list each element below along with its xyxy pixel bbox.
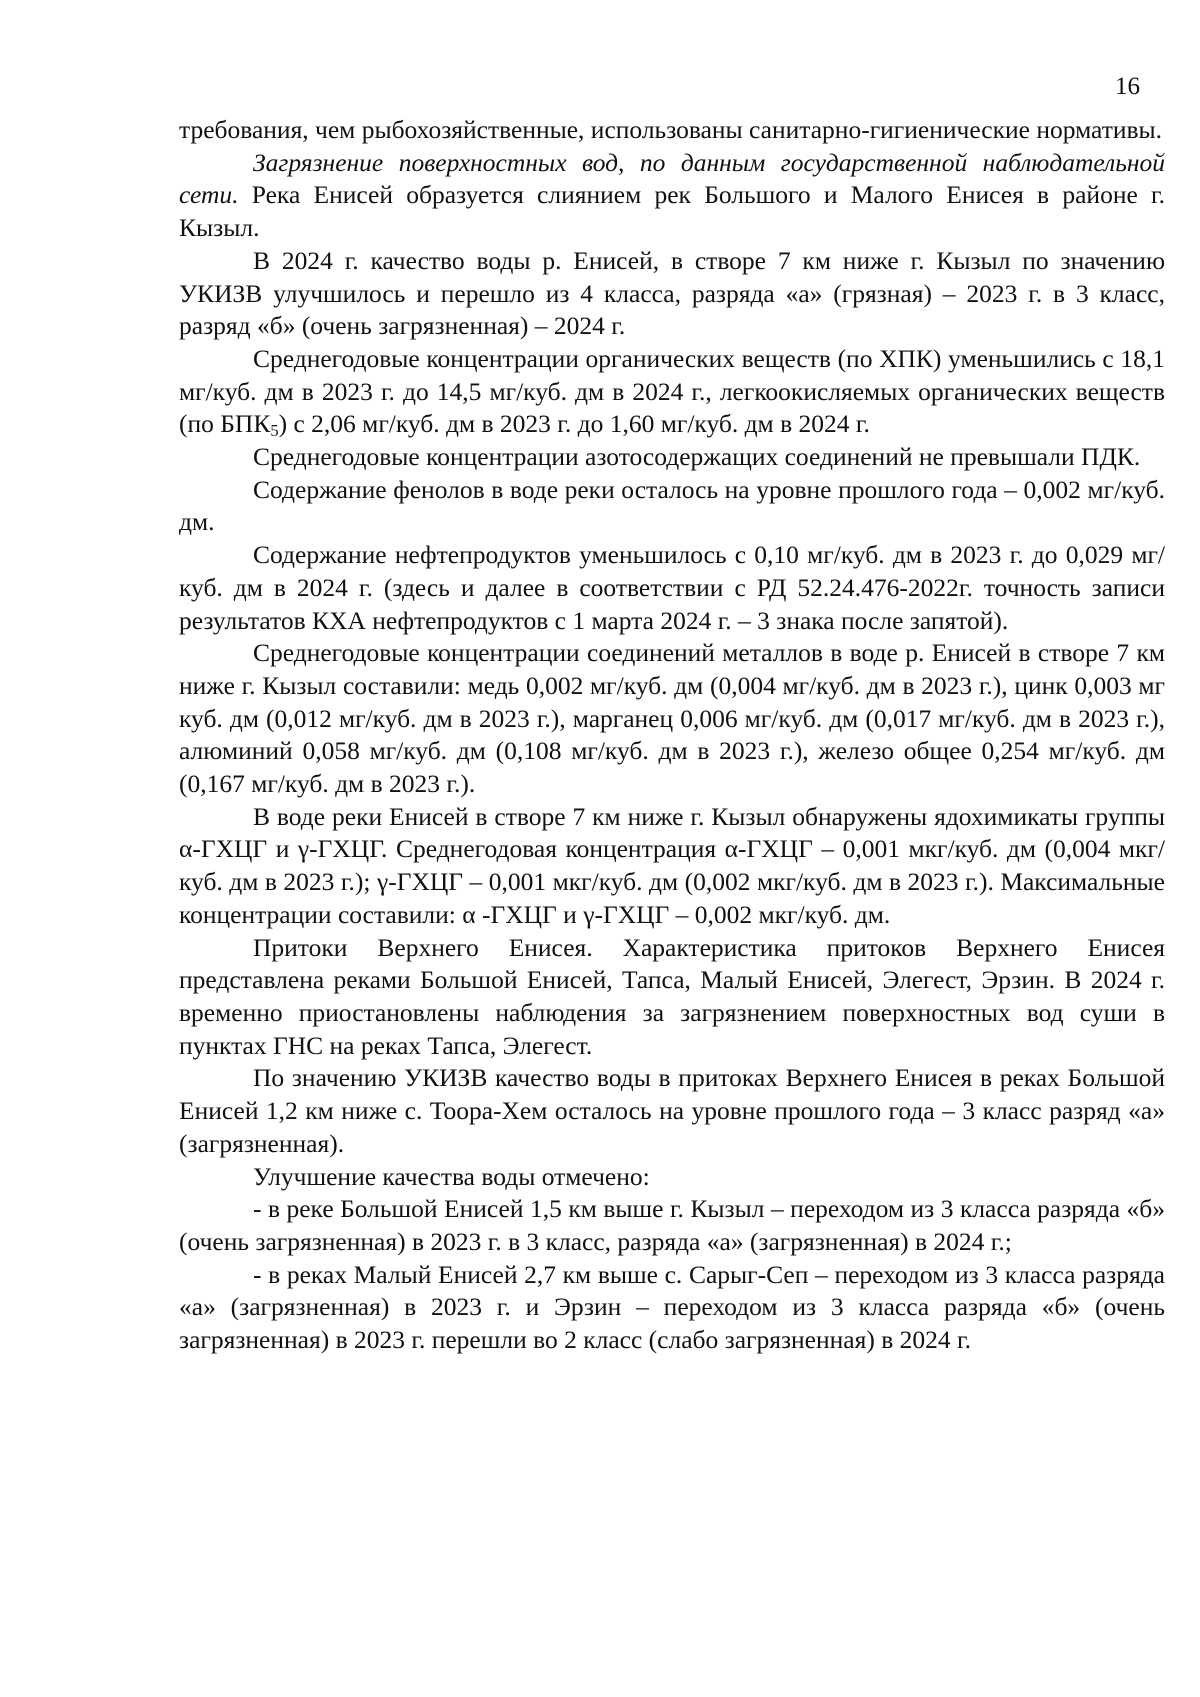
- paragraph-pesticides: В воде реки Енисей в створе 7 км ниже г. Кызыл обнаружены ядохимикаты группы α-ГХЦГ и γ-ГХЦГ. Среднегодовая концентрация α-ГХЦГ – 0,001 мкг/куб. дм (0,004 мкг/куб. дм в 2023 г.); γ-ГХЦГ – 0,001 мкг/куб. дм (0,002 мкг/куб. дм в 2023 г.). Максимальные концентрации составили: α -ГХЦГ и γ-ГХЦГ – 0,002 мкг/куб. дм.: [179, 801, 1165, 929]
- list-item-maly-yenisei-erzin: - в реках Малый Енисей 2,7 км выше с. Сарыг-Сеп – переходом из 3 класса разряда «а» (загрязненная) в 2023 г. и Эрзин – переходом из 3 класса разряда «б» (очень загрязненная) в 2023 г. перешли во 2 класс (слабо загрязненная) в 2024 г.: [179, 1259, 1165, 1355]
- paragraph-oil-products: Содержание нефтепродуктов уменьшилось с 0,10 мг/куб. дм в 2023 г. до 0,029 мг/куб. дм в 2024 г. (здесь и далее в соответствии с РД 52.24.476-2022г. точность записи результатов КХА нефтепродуктов с 1 марта 2024 г. – 3 знака после запятой).: [179, 540, 1165, 635]
- paragraph-organic-substances: [179, 343, 1165, 441]
- paragraph-nitrogen-compounds: Среднегодовые концентрации азотосодержащих соединений не превышали ПДК.: [253, 442, 1141, 472]
- subscript-5: 5: [270, 421, 279, 441]
- paragraph-improvement-heading: Улучшение качества воды отмечено:: [253, 1161, 650, 1191]
- list-item-bolshoy-yenisei: - в реке Большой Енисей 1,5 км выше г. Кызыл – переходом из 3 класса разряда «б» (очень загрязненная) в 2023 г. в 3 класс, разряда «а» (загрязненная) в 2024 г.;: [179, 1194, 1165, 1256]
- paragraph-metals: Среднегодовые концентрации соединений металлов в воде р. Енисей в створе 7 км ниже г. Кызыл составили: медь 0,002 мг/куб. дм (0,004 мг/куб. дм в 2023 г.), цинк 0,003 мг куб. дм (0,012 мг/куб. дм в 2023 г.), марганец 0,006 мг/куб. дм (0,017 мг/куб. дм в 2023 г.), алюминий 0,058 мг/куб. дм (0,108 мг/куб. дм в 2023 г.), железо общее 0,254 мг/куб. дм (0,167 мг/куб. дм в 2023 г.).: [179, 638, 1165, 799]
- paragraph-ukizv-tributaries: По значению УКИЗВ качество воды в притоках Верхнего Енисея в реках Большой Енисей 1,2 км ниже с. Тоора-Хем осталось на уровне прошлого года – 3 класс разряд «а» (загрязненная).: [179, 1063, 1165, 1158]
- paragraph-surface-water-heading: [179, 147, 1165, 245]
- paragraph-text: Река Енисей образуется слиянием рек Большого и Малого Енисея в районе г. Кызыл.: [179, 180, 1165, 243]
- paragraph-intro-continuation: требования, чем рыбохозяйственные, использованы санитарно-гигиенические нормативы.: [179, 115, 1163, 144]
- page-number: 16: [1115, 73, 1140, 100]
- paragraph-text: ) с 2,06 мг/куб. дм в 2023 г. до 1,60 мг/куб. дм в 2024 г.: [278, 409, 870, 439]
- paragraph-water-quality-2024: В 2024 г. качество воды р. Енисей, в створе 7 км ниже г. Кызыл по значению УКИЗВ улучшилось и перешло из 4 класса, разряда «а» (грязная) – 2023 г. в 3 класс, разряд «б» (очень загрязненная) – 2024 г.: [179, 245, 1165, 341]
- paragraph-text: Среднегодовые концентрации органических веществ (по ХПК) уменьшились с 18,1 мг/куб. дм в 2023 г. до 14,5 мг/куб. дм в 2024 г., легкоокисляемых органических веществ (по БПК: [179, 343, 1165, 439]
- document-body: [179, 114, 1165, 1357]
- italic-section-lead: Загрязнение поверхностных вод, по данным государственной наблюдательной сети.: [179, 147, 1165, 210]
- paragraph-tributaries: Притоки Верхнего Енисея. Характеристика притоков Верхнего Енисея представлена реками Большой Енисей, Тапса, Малый Енисей, Элегест, Эрзин. В 2024 г. временно приостановлены наблюдения за загрязнением поверхностных вод суши в пунктах ГНС на реках Тапса, Элегест.: [179, 932, 1165, 1060]
- paragraph-phenols: Содержание фенолов в воде реки осталось на уровне прошлого года – 0,002 мг/куб. дм.: [179, 474, 1165, 537]
